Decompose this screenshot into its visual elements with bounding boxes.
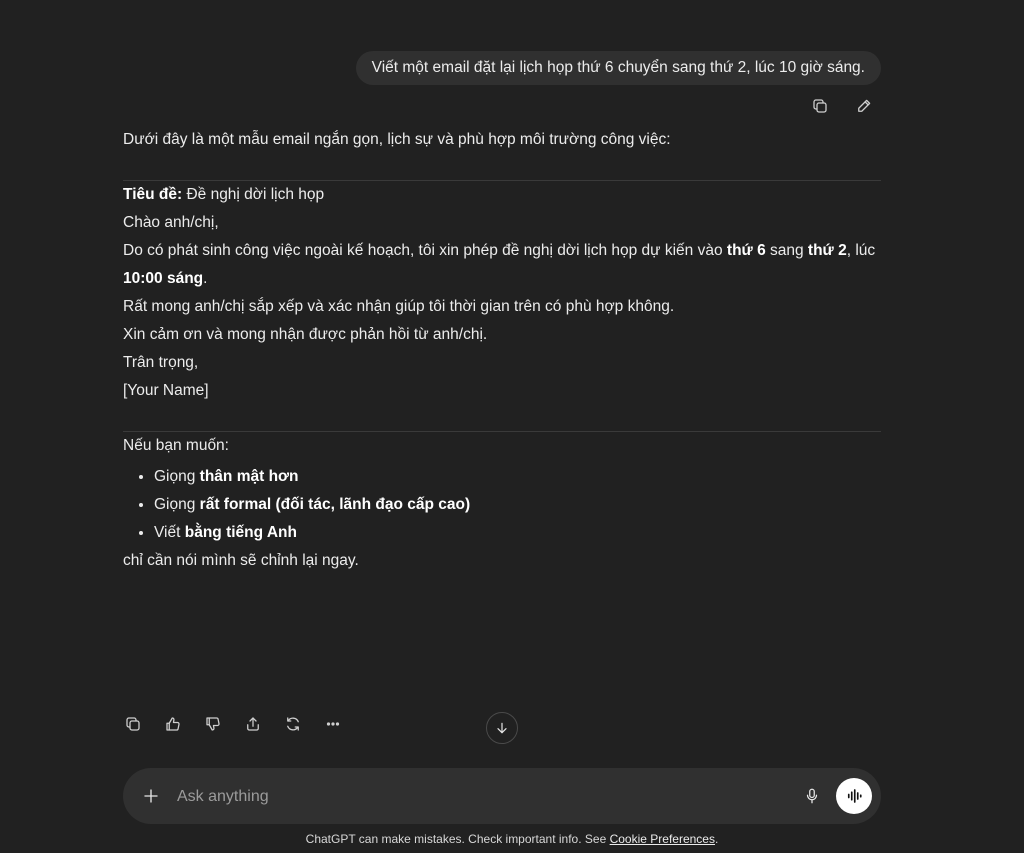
waveform-icon	[845, 787, 863, 805]
list-item	[154, 491, 881, 519]
body2-line-1: Rất mong anh/chị sắp xếp và xác nhận giúp tôi thời gian trên có phù hợp không.	[123, 298, 675, 315]
option-prefix: Viết	[154, 524, 185, 541]
body1-text: , lúc	[846, 242, 876, 259]
copy-icon[interactable]	[808, 94, 832, 118]
microphone-icon	[803, 787, 821, 805]
disclaimer-footer	[0, 830, 1024, 848]
subject-label: Tiêu đề:	[123, 186, 183, 203]
email-signature	[123, 349, 881, 405]
email-body-paragraph-1	[123, 237, 881, 293]
copy-icon[interactable]	[121, 712, 145, 736]
cookie-preferences-link[interactable]: Cookie Preferences	[609, 832, 715, 846]
voice-mode-button[interactable]	[836, 778, 872, 814]
share-icon[interactable]	[241, 712, 265, 736]
signature-line-2: [Your Name]	[123, 382, 209, 399]
user-message-bubble: Viết một email đặt lại lịch họp thứ 6 chuyển sang thứ 2, lúc 10 giờ sáng.	[356, 51, 881, 85]
arrow-down-icon	[494, 720, 510, 736]
body1-text: Do có phát sinh công việc ngoài kế hoạch, tôi xin phép đề nghị dời lịch họp dự kiến vào	[123, 242, 727, 259]
list-item	[154, 519, 881, 547]
email-subject	[123, 181, 881, 209]
regenerate-icon[interactable]	[281, 712, 305, 736]
more-icon[interactable]	[321, 712, 345, 736]
body1-text: .	[203, 270, 208, 287]
offer-text: Nếu bạn muốn:	[123, 437, 229, 454]
signature-line-1: Trân trọng,	[123, 354, 199, 371]
subject-text: Đề nghị dời lịch họp	[182, 186, 325, 203]
edit-icon[interactable]	[852, 94, 876, 118]
body1-text: sang	[765, 242, 808, 259]
email-greeting: Chào anh/chị,	[123, 214, 219, 231]
user-message-actions	[808, 94, 876, 118]
disclaimer-text: ChatGPT can make mistakes. Check important info. See	[305, 832, 610, 846]
disclaimer-end: .	[714, 832, 719, 846]
thumbs-down-icon[interactable]	[201, 712, 225, 736]
prompt-input[interactable]	[175, 780, 779, 814]
option-bold: bằng tiếng Anh	[184, 524, 297, 541]
composer	[123, 768, 881, 824]
scroll-to-bottom-button[interactable]	[486, 712, 518, 744]
add-attachment-button[interactable]	[139, 784, 163, 808]
option-bold: rất formal (đối tác, lãnh đạo cấp cao)	[199, 496, 471, 513]
dictate-button[interactable]	[800, 784, 824, 808]
assistant-message-actions	[121, 712, 345, 736]
body1-bold-monday: thứ 2	[807, 242, 847, 259]
thumbs-up-icon[interactable]	[161, 712, 185, 736]
body1-bold-friday: thứ 6	[726, 242, 766, 259]
list-item	[154, 463, 881, 491]
options-list	[123, 463, 881, 547]
closing-text: chỉ cần nói mình sẽ chỉnh lại ngay.	[123, 552, 359, 569]
assistant-intro: Dưới đây là một mẫu email ngắn gọn, lịch sự và phù hợp môi trường công việc:	[123, 131, 671, 148]
body1-bold-time: 10:00 sáng	[123, 270, 204, 287]
assistant-message	[123, 126, 881, 575]
option-prefix: Giọng	[154, 468, 200, 485]
option-bold: thân mật hơn	[199, 468, 299, 485]
body2-line-2: Xin cảm ơn và mong nhận được phản hồi từ anh/chị.	[123, 326, 488, 343]
option-prefix: Giọng	[154, 496, 200, 513]
email-body-paragraph-2	[123, 293, 881, 349]
plus-icon	[142, 787, 160, 805]
